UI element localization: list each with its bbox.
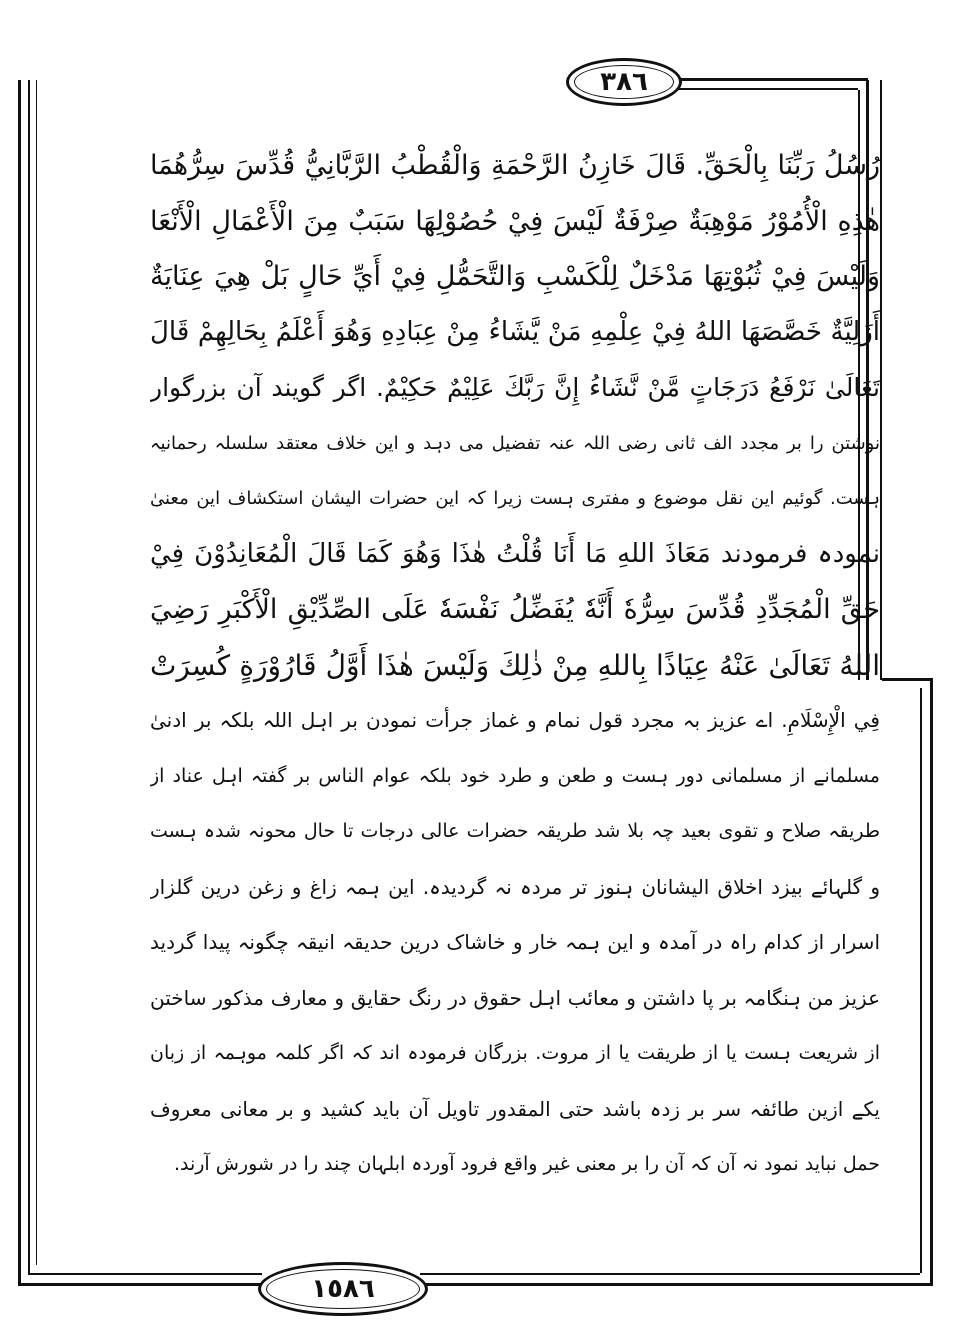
text-line: ہست. گوئیم این نقل موضوع و مفتری ہست زیرا کہ این حضرات الیشان استکشاف این معنیٰ [150, 488, 880, 509]
frame-bottom-left [18, 1283, 262, 1286]
frame-right-lower-inner [920, 688, 922, 1273]
text-line: فِي الْإِسْلَامِ. اے عزیز بہ مجرد قول نمام و غماز جرأت نمودن بر اہل اللہ بلکہ بر ادنیٰ [150, 708, 880, 732]
frame-bottom-right [420, 1283, 933, 1286]
text-line: هٰذِهِ الْأُمُوْرُ مَوْهِبَةٌ صِرْفَةٌ لَيْسَ فِيْ حُصُوْلِهَا سَبَبٌ مِنَ الْأَعْمَالِ الْأَنْعَا [150, 205, 880, 237]
text-line: طریقہ صلاح و تقوی بعید چہ بلا شد طریقہ حضرات عالی درجات تا حال محونہ شدہ ہست [150, 820, 880, 842]
header-page-number: ٣٨٦ [566, 58, 682, 106]
text-line: عزیز من ہنگامہ بر پا داشتن و معائب اہل حقوق در رنگ حقایق و معارف مذکور ساختن [150, 985, 880, 1010]
frame-right-lower-outer [930, 678, 933, 1283]
frame-bottom-right-inner [420, 1273, 920, 1275]
text-line: تَعَالَىٰ نَرْفَعُ دَرَجَاتٍ مَّنْ نَّشَاءُ إِنَّ رَبَّكَ عَلِيْمٌ حَكِيْمٌ. اگر گویند آن بزرگوار [150, 373, 880, 402]
text-line: از شریعت ہست یا از طریقت یا از مروت. بزرگان فرمودہ اند کہ اگر کلمہ موہمہ از زبان [150, 1042, 880, 1064]
text-line: اللهُ تَعَالَىٰ عَنْهُ عِيَاذًا بِاللهِ مِنْ ذٰلِكَ وَلَيْسَ هٰذَا أَوَّلُ قَارُوْرَةٍ كُسِرَتْ [150, 648, 880, 682]
frame-bottom-left-inner [28, 1273, 262, 1275]
text-line: حمل نباید نمود نہ آن کہ آن را بر معنی غیر واقع فرود آوردہ ابلہان چند را در شورش آرند. [173, 1153, 880, 1175]
text-line: وَلَيْسَ فِيْ ثُبُوْتِهَا مَدْخَلٌ لِلْكَسْبِ وَالتَّحَمُّلِ فِيْ أَيِّ حَالٍ بَلْ هِيَ عِنَايَةٌ [150, 261, 880, 292]
text-line: یکے ازین طائفہ سر بر زدہ باشد حتی المقدور تاویل آن باید کشید و بر معانی معروف [150, 1096, 880, 1121]
frame-left-outer [18, 80, 21, 1285]
body-text [150, 138, 880, 1193]
text-line: اسرار از کدام راہ در آمدہ و این ہمہ خار و خاشاک درین حدیقہ انیقہ چگونہ پیدا گردید [150, 930, 880, 954]
frame-left-inner-2 [36, 80, 37, 1265]
text-line: و گلہائے بیزد اخلاق الیشانان ہنوز تر مردہ نہ گردیدہ. این ہمہ زاغ و زغن درین گلزار [150, 874, 880, 899]
text-line: مسلمانے از مسلمانی دور ہست و طعن و طرد خود بلکہ عوام الناس بر گفتہ اہل عناد از [150, 764, 880, 787]
text-line: أَزَلِيَّةٌ خَصَّصَهَا اللهُ فِيْ عِلْمِهِ مَنْ يَّشَاءُ مِنْ عِبَادِهِ وَهُوَ أَعْلَمُ بِحَالِهِمْ قَالَ [150, 316, 880, 347]
frame-right-step-top [882, 678, 932, 681]
text-line: نمودہ فرمودند مَعَاذَ اللهِ مَا أَنَا قُلْتُ هٰذَا وَهُوَ كَمَا قَالَ الْمُعَانِدُوْنَ فِيْ [150, 538, 880, 569]
text-line: رُسُلُ رَبِّنَا بِالْحَقِّ. قَالَ خَازِنُ الرَّحْمَةِ وَالْقُطْبُ الرَّبَّانِيُّ قُدِّسَ سِرُّهُمَا [150, 150, 880, 181]
frame-right-mid-outer [880, 80, 882, 680]
text-line: حَقِّ الْمُجَدِّدِ قُدِّسَ سِرُّهٗ أَنَّهٗ يُفَضِّلُ نَفْسَهٗ عَلَى الصِّدِّيْقِ الْأَكْبَرِ رَضِيَ [150, 594, 880, 625]
footer-page-number: ١٥٨٦ [258, 1262, 428, 1316]
text-line: نوشتن را بر مجدد الف ثانی رضی اللہ عنہ تفضیل می دہد و این خلاف معتقد سلسلہ رحمانیہ [150, 432, 880, 454]
frame-left-inner [28, 80, 30, 1275]
